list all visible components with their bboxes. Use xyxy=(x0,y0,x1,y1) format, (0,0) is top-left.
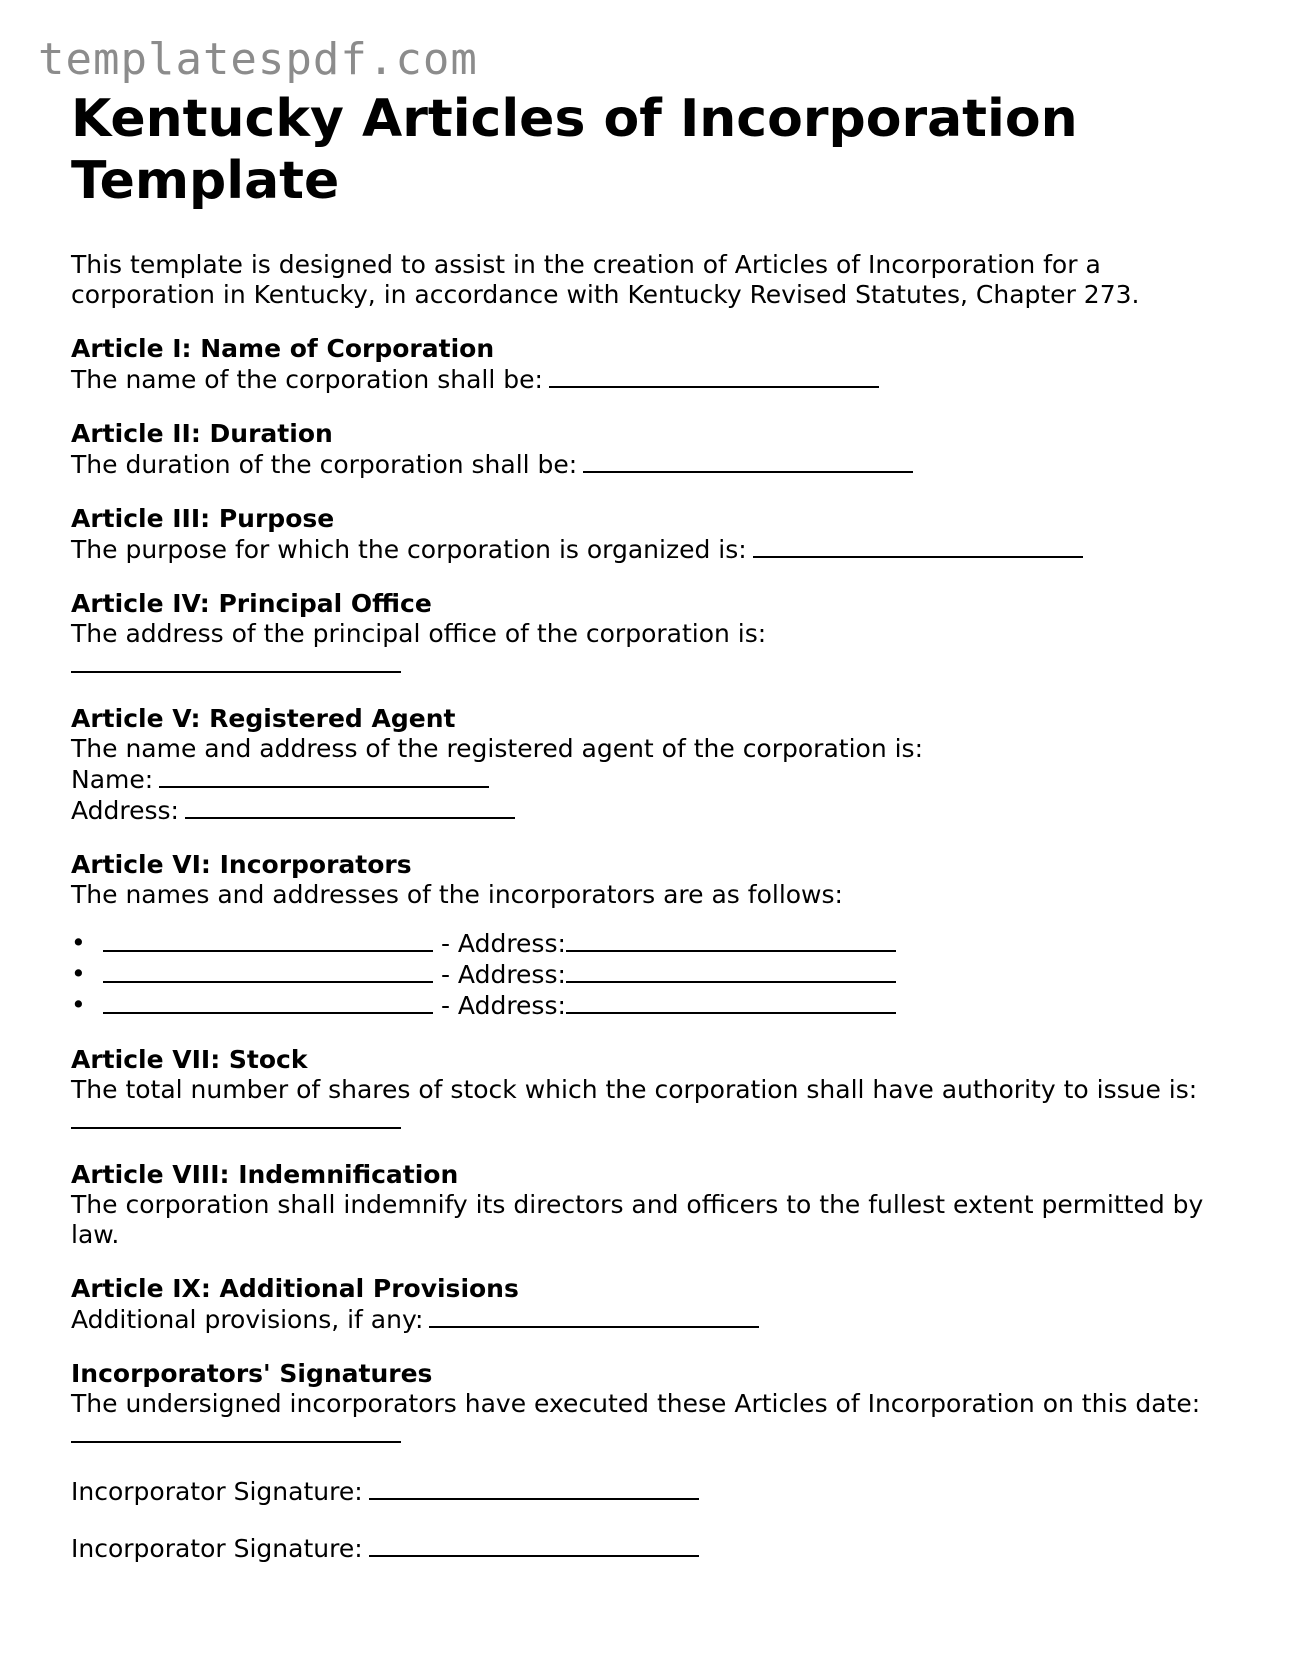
signature-line-1 xyxy=(71,1476,1231,1507)
incorporator-address-label: - Address: xyxy=(440,991,566,1020)
agent-name-line xyxy=(71,764,1231,795)
signature-line-2 xyxy=(71,1533,1231,1564)
date-field-line xyxy=(71,1419,1231,1450)
incorporator-name-field[interactable] xyxy=(103,990,433,1014)
signatures-heading: Incorporators' Signatures xyxy=(71,1359,433,1388)
article-9-line xyxy=(71,1304,1231,1335)
article-9-heading: Article IX: Additional Provisions xyxy=(71,1274,519,1303)
principal-office-field[interactable] xyxy=(71,649,401,673)
bullet-icon: • xyxy=(71,990,86,1019)
agent-name-label: Name: xyxy=(71,765,154,794)
list-item xyxy=(71,990,1231,1021)
shares-field[interactable] xyxy=(71,1105,401,1129)
agent-address-label: Address: xyxy=(71,796,179,825)
article-8-heading: Article VIII: Indemnification xyxy=(71,1160,459,1189)
article-8-text: The corporation shall indemnify its directors and officers to the fullest extent permitted by law. xyxy=(71,1190,1204,1249)
article-4-section xyxy=(71,589,1231,680)
incorporator-name-field[interactable] xyxy=(103,959,433,983)
signatures-section xyxy=(71,1359,1231,1564)
signature-label: Incorporator Signature: xyxy=(71,1534,363,1563)
article-1-section xyxy=(71,334,1231,395)
article-3-text: The purpose for which the corporation is organized is: xyxy=(71,535,747,564)
bullet-icon: • xyxy=(71,959,86,988)
incorporator-address-field[interactable] xyxy=(566,928,896,952)
article-4-text: The address of the principal office of the corporation is: xyxy=(71,619,767,648)
article-6-text: The names and addresses of the incorporators are as follows: xyxy=(71,880,843,909)
signature-field[interactable] xyxy=(369,1476,699,1500)
document-body xyxy=(71,88,1231,1564)
article-6-section xyxy=(71,850,1231,1021)
article-3-heading: Article III: Purpose xyxy=(71,504,335,533)
article-5-section xyxy=(71,704,1231,826)
article-1-line xyxy=(71,364,1231,395)
agent-address-field[interactable] xyxy=(185,795,515,819)
article-9-text: Additional provisions, if any: xyxy=(71,1305,424,1334)
article-9-section xyxy=(71,1274,1231,1335)
article-8-section xyxy=(71,1160,1231,1250)
article-1-heading: Article I: Name of Corporation xyxy=(71,334,495,363)
corporation-name-field[interactable] xyxy=(549,364,879,388)
incorporator-address-field[interactable] xyxy=(566,959,896,983)
agent-address-line xyxy=(71,795,1231,826)
duration-field[interactable] xyxy=(583,449,913,473)
additional-provisions-field[interactable] xyxy=(429,1304,759,1328)
article-3-section xyxy=(71,504,1231,565)
list-item xyxy=(71,928,1231,959)
article-7-text: The total number of shares of stock which the corporation shall have authority to issue is: xyxy=(71,1075,1198,1104)
article-2-line xyxy=(71,449,1231,480)
article-5-text: The name and address of the registered agent of the corporation is: xyxy=(71,734,924,763)
article-4-field-line xyxy=(71,649,1231,680)
article-7-section xyxy=(71,1045,1231,1136)
purpose-field[interactable] xyxy=(753,534,1083,558)
article-1-text: The name of the corporation shall be: xyxy=(71,365,543,394)
article-6-heading: Article VI: Incorporators xyxy=(71,850,412,879)
incorporator-address-label: - Address: xyxy=(440,960,566,989)
article-7-heading: Article VII: Stock xyxy=(71,1045,308,1074)
list-item xyxy=(71,959,1231,990)
article-2-section xyxy=(71,419,1231,480)
incorporator-list xyxy=(71,928,1231,1021)
signature-field[interactable] xyxy=(369,1533,699,1557)
bullet-icon: • xyxy=(71,928,86,957)
signatures-text: The undersigned incorporators have executed these Articles of Incorporation on this date: xyxy=(71,1389,1201,1418)
execution-date-field[interactable] xyxy=(71,1419,401,1443)
intro-paragraph: This template is designed to assist in the creation of Articles of Incorporation for a corporation in Kentucky, in accordance with Kentucky Revised Statutes, Chapter 273. xyxy=(71,250,1140,309)
incorporator-address-field[interactable] xyxy=(566,990,896,1014)
article-7-field-line xyxy=(71,1105,1231,1136)
incorporator-address-label: - Address: xyxy=(440,929,566,958)
article-4-heading: Article IV: Principal Office xyxy=(71,589,432,618)
agent-name-field[interactable] xyxy=(159,764,489,788)
signature-label: Incorporator Signature: xyxy=(71,1477,363,1506)
article-3-line xyxy=(71,534,1231,565)
article-2-heading: Article II: Duration xyxy=(71,419,333,448)
article-2-text: The duration of the corporation shall be: xyxy=(71,450,578,479)
article-5-heading: Article V: Registered Agent xyxy=(71,704,456,733)
watermark: templatespdf.com xyxy=(38,34,478,85)
incorporator-name-field[interactable] xyxy=(103,928,433,952)
document-title: Kentucky Articles of Incorporation Template xyxy=(71,89,1078,211)
